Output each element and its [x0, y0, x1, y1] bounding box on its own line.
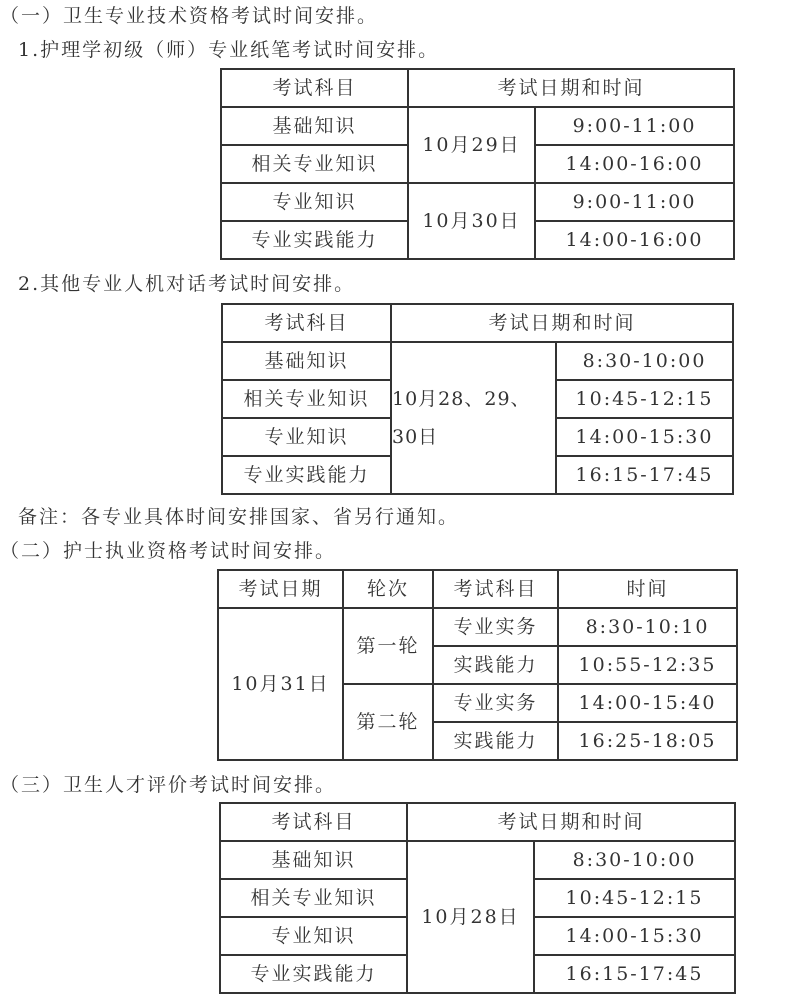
- header-subject: 考试科目: [433, 570, 558, 608]
- nursing-paper-exam-table: [220, 68, 735, 260]
- time-cell: 8:30-10:00: [556, 342, 733, 380]
- subject-cell: 基础知识: [220, 841, 407, 879]
- nurse-license-exam-table: [217, 569, 738, 761]
- subject-cell: 专业实践能力: [221, 221, 408, 259]
- header-datetime: 考试日期和时间: [407, 803, 735, 841]
- header-subject: 考试科目: [220, 803, 407, 841]
- table-row: [221, 107, 734, 145]
- subject-cell: 实践能力: [433, 722, 558, 760]
- time-cell: 14:00-15:30: [556, 418, 733, 456]
- time-cell: 9:00-11:00: [535, 183, 734, 221]
- subheading-1-2: 2.其他专业人机对话考试时间安排。: [18, 273, 356, 295]
- subject-cell: 实践能力: [433, 646, 558, 684]
- table-row: [221, 183, 734, 221]
- table-header-row: [220, 803, 735, 841]
- time-cell: 10:45-12:15: [534, 879, 735, 917]
- time-cell: 14:00-16:00: [535, 145, 734, 183]
- subject-cell: 基础知识: [222, 342, 391, 380]
- header-datetime: 考试日期和时间: [408, 69, 734, 107]
- computer-exam-table: [221, 303, 734, 495]
- subject-cell: 相关专业知识: [222, 380, 391, 418]
- time-cell: 16:15-17:45: [534, 955, 735, 993]
- subject-cell: 专业知识: [221, 183, 408, 221]
- round-cell: 第一轮: [343, 608, 433, 684]
- table-header-row: [222, 304, 733, 342]
- section-heading-1: （一）卫生专业技术资格考试时间安排。: [0, 5, 379, 27]
- time-cell: 8:30-10:10: [558, 608, 737, 646]
- section-heading-2: （二）护士执业资格考试时间安排。: [0, 540, 337, 562]
- header-datetime: 考试日期和时间: [391, 304, 733, 342]
- time-cell: 14:00-15:40: [558, 684, 737, 722]
- date-cell: 10月28、29、30日: [391, 342, 556, 494]
- time-cell: 9:00-11:00: [535, 107, 734, 145]
- subject-cell: 专业实务: [433, 608, 558, 646]
- table-header-row: [218, 570, 737, 608]
- header-subject: 考试科目: [222, 304, 391, 342]
- date-cell: 10月30日: [408, 183, 535, 259]
- time-cell: 14:00-16:00: [535, 221, 734, 259]
- table-row: [222, 342, 733, 380]
- date-cell: 10月28日: [407, 841, 534, 993]
- time-cell: 14:00-15:30: [534, 917, 735, 955]
- subject-cell: 相关专业知识: [220, 879, 407, 917]
- date-cell: 10月31日: [218, 608, 343, 760]
- time-cell: 16:25-18:05: [558, 722, 737, 760]
- header-time: 时间: [558, 570, 737, 608]
- header-subject: 考试科目: [221, 69, 408, 107]
- table-row: [218, 608, 737, 646]
- time-cell: 16:15-17:45: [556, 456, 733, 494]
- subject-cell: 专业实践能力: [220, 955, 407, 993]
- subject-cell: 专业实践能力: [222, 456, 391, 494]
- subject-cell: 专业知识: [222, 418, 391, 456]
- subject-cell: 基础知识: [221, 107, 408, 145]
- table-header-row: [221, 69, 734, 107]
- table-row: [220, 841, 735, 879]
- round-cell: 第二轮: [343, 684, 433, 760]
- subject-cell: 专业实务: [433, 684, 558, 722]
- time-cell: 8:30-10:00: [534, 841, 735, 879]
- header-date: 考试日期: [218, 570, 343, 608]
- section-heading-3: （三）卫生人才评价考试时间安排。: [0, 774, 337, 796]
- time-cell: 10:45-12:15: [556, 380, 733, 418]
- note-text: 备注：各专业具体时间安排国家、省另行通知。: [18, 506, 460, 528]
- subject-cell: 专业知识: [220, 917, 407, 955]
- subheading-1-1: 1.护理学初级（师）专业纸笔考试时间安排。: [18, 39, 440, 61]
- talent-evaluation-exam-table: [219, 802, 736, 994]
- header-round: 轮次: [343, 570, 433, 608]
- subject-cell: 相关专业知识: [221, 145, 408, 183]
- date-cell: 10月29日: [408, 107, 535, 183]
- time-cell: 10:55-12:35: [558, 646, 737, 684]
